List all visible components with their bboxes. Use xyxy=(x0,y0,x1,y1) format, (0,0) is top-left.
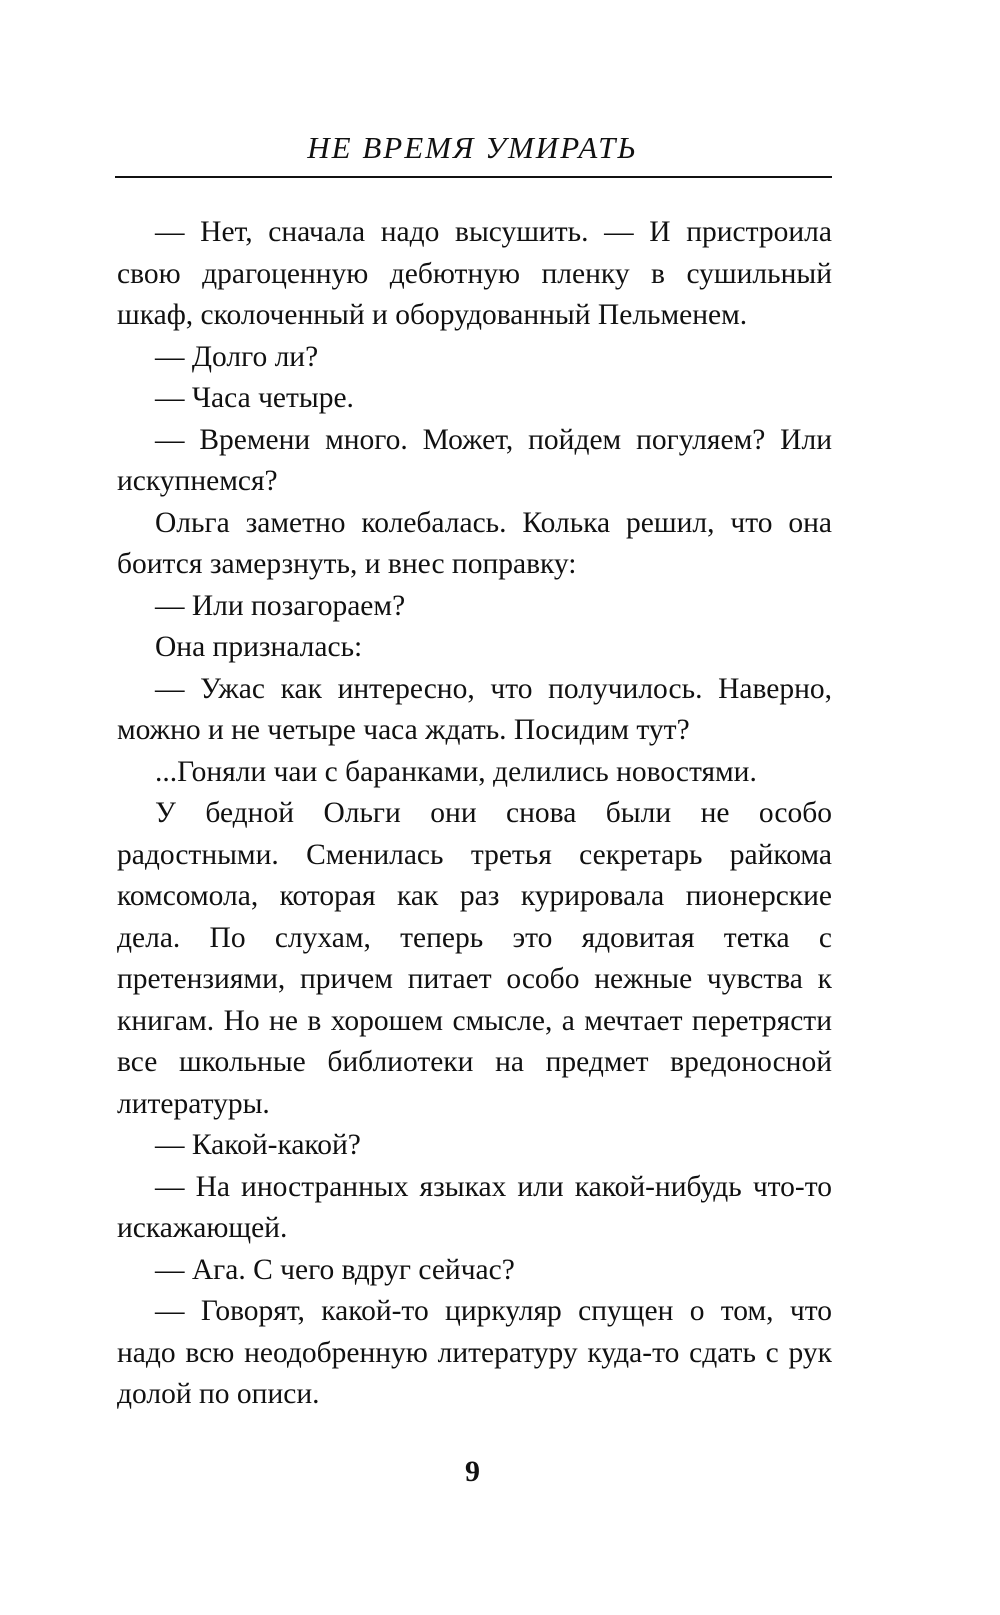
paragraph: У бедной Ольги они снова были не особо радостными. Сменилась третья секретарь райкома комсомола, которая как раз курировала пионерские дела. По слухам, теперь это ядовитая тетка с претензиями, причем питает особо нежные чувства к книгам. Но не в хорошем смысле, а мечтает перетрясти все школьные библиотеки на предмет вредоносной литературы. xyxy=(117,797,832,1120)
paragraph: — Говорят, какой-то циркуляр спущен о том, что надо всю неодобренную литературу куда-то сдать с рук долой по описи. xyxy=(117,1295,832,1410)
page-number: 9 xyxy=(465,1455,480,1488)
paragraph: — Ага. С чего вдруг сейчас? xyxy=(155,1253,515,1286)
paragraph: — Нет, сначала надо высушить. — И пристроила свою драгоценную дебютную пленку в сушильный шкаф, сколоченный и оборудованный Пельменем. xyxy=(117,216,832,331)
paragraph: — Ужас как интересно, что получилось. Наверно, можно и не четыре часа ждать. Посидим тут? xyxy=(117,672,832,746)
paragraph: Ольга заметно колебалась. Колька решил, что она боится замерзнуть, и внес поправку: xyxy=(117,506,832,580)
paragraph: Она призналась: xyxy=(155,631,363,663)
paragraph: — Или позагораем? xyxy=(155,589,406,622)
paragraph: ...Гоняли чаи с баранками, делились новостями. xyxy=(155,755,757,788)
paragraph: — Времени много. Может, пойдем погуляем? Или искупнемся? xyxy=(117,423,832,497)
header-divider xyxy=(115,176,832,178)
paragraph: — На иностранных языках или какой-нибудь что-то искажающей. xyxy=(117,1170,832,1244)
paragraph: — Долго ли? xyxy=(155,340,319,373)
paragraph: — Часа четыре. xyxy=(155,382,354,414)
body-text xyxy=(117,212,832,1416)
paragraph: — Какой-какой? xyxy=(155,1129,361,1161)
running-header-title: НЕ ВРЕМЯ УМИРАТЬ xyxy=(307,130,638,165)
